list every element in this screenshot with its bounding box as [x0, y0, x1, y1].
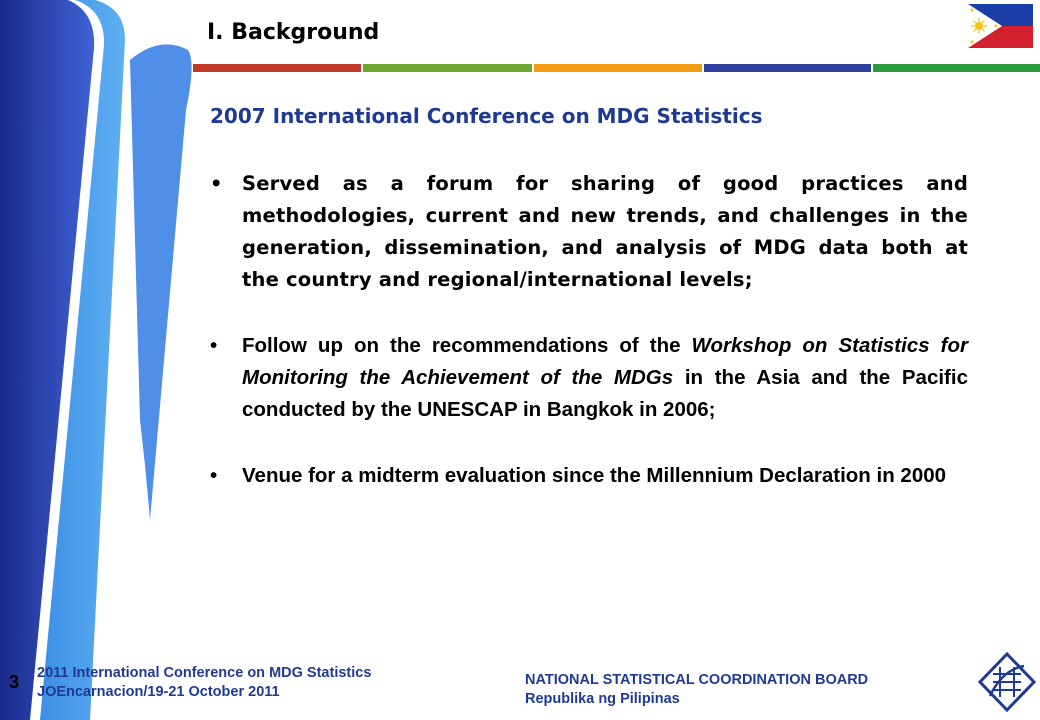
stripe-orange	[534, 64, 702, 72]
workshop-title: Workshop on Statistics for Monitoring the Achievement of the MDGs	[242, 334, 968, 389]
slide-subtitle: 2007 International Conference on MDG Statistics	[210, 104, 763, 128]
stripe-green-2	[873, 64, 1040, 72]
bullet-item	[210, 330, 968, 426]
section-title: I. Background	[207, 20, 380, 45]
footer-organization	[525, 671, 868, 709]
footer-conference-name: 2011 International Conference on MDG Statistics	[37, 665, 372, 681]
bullet-text: Served as a forum for sharing of good practices and methodologies, current and new trends, and challenges in the generation, dissemination, and analysis of MDG data both at the country and regional/international levels;	[242, 172, 968, 291]
bullet-dot: •	[210, 172, 223, 195]
color-stripe-divider	[193, 64, 1040, 72]
nscb-logo-icon	[978, 652, 1036, 712]
bullet-item	[210, 168, 968, 296]
footer-conference-info	[37, 664, 371, 702]
stripe-navy	[704, 64, 872, 72]
left-decorative-swoosh	[0, 0, 200, 720]
footer-org-name: NATIONAL STATISTICAL COORDINATION BOARD	[525, 672, 869, 688]
bullet-dot: •	[210, 334, 218, 357]
bullet-text-before: Follow up on the recommendations of the	[242, 334, 692, 357]
bullet-dot: •	[210, 464, 218, 487]
footer-author-date: JOEncarnacion/19-21 October 2011	[37, 684, 280, 700]
bullet-text: Venue for a midterm evaluation since the Millennium Declaration in 2000	[242, 464, 947, 487]
bullet-text-after: in the Asia and the Pacific conducted by the UNESCAP in Bangkok in 2006;	[242, 366, 968, 421]
stripe-red	[193, 64, 361, 72]
bullet-item	[210, 460, 968, 492]
page-number: 3	[9, 672, 20, 692]
stripe-green	[363, 64, 533, 72]
bullet-list	[210, 168, 968, 492]
philippine-flag-icon	[968, 4, 1033, 48]
footer-country: Republika ng Pilipinas	[525, 691, 680, 707]
